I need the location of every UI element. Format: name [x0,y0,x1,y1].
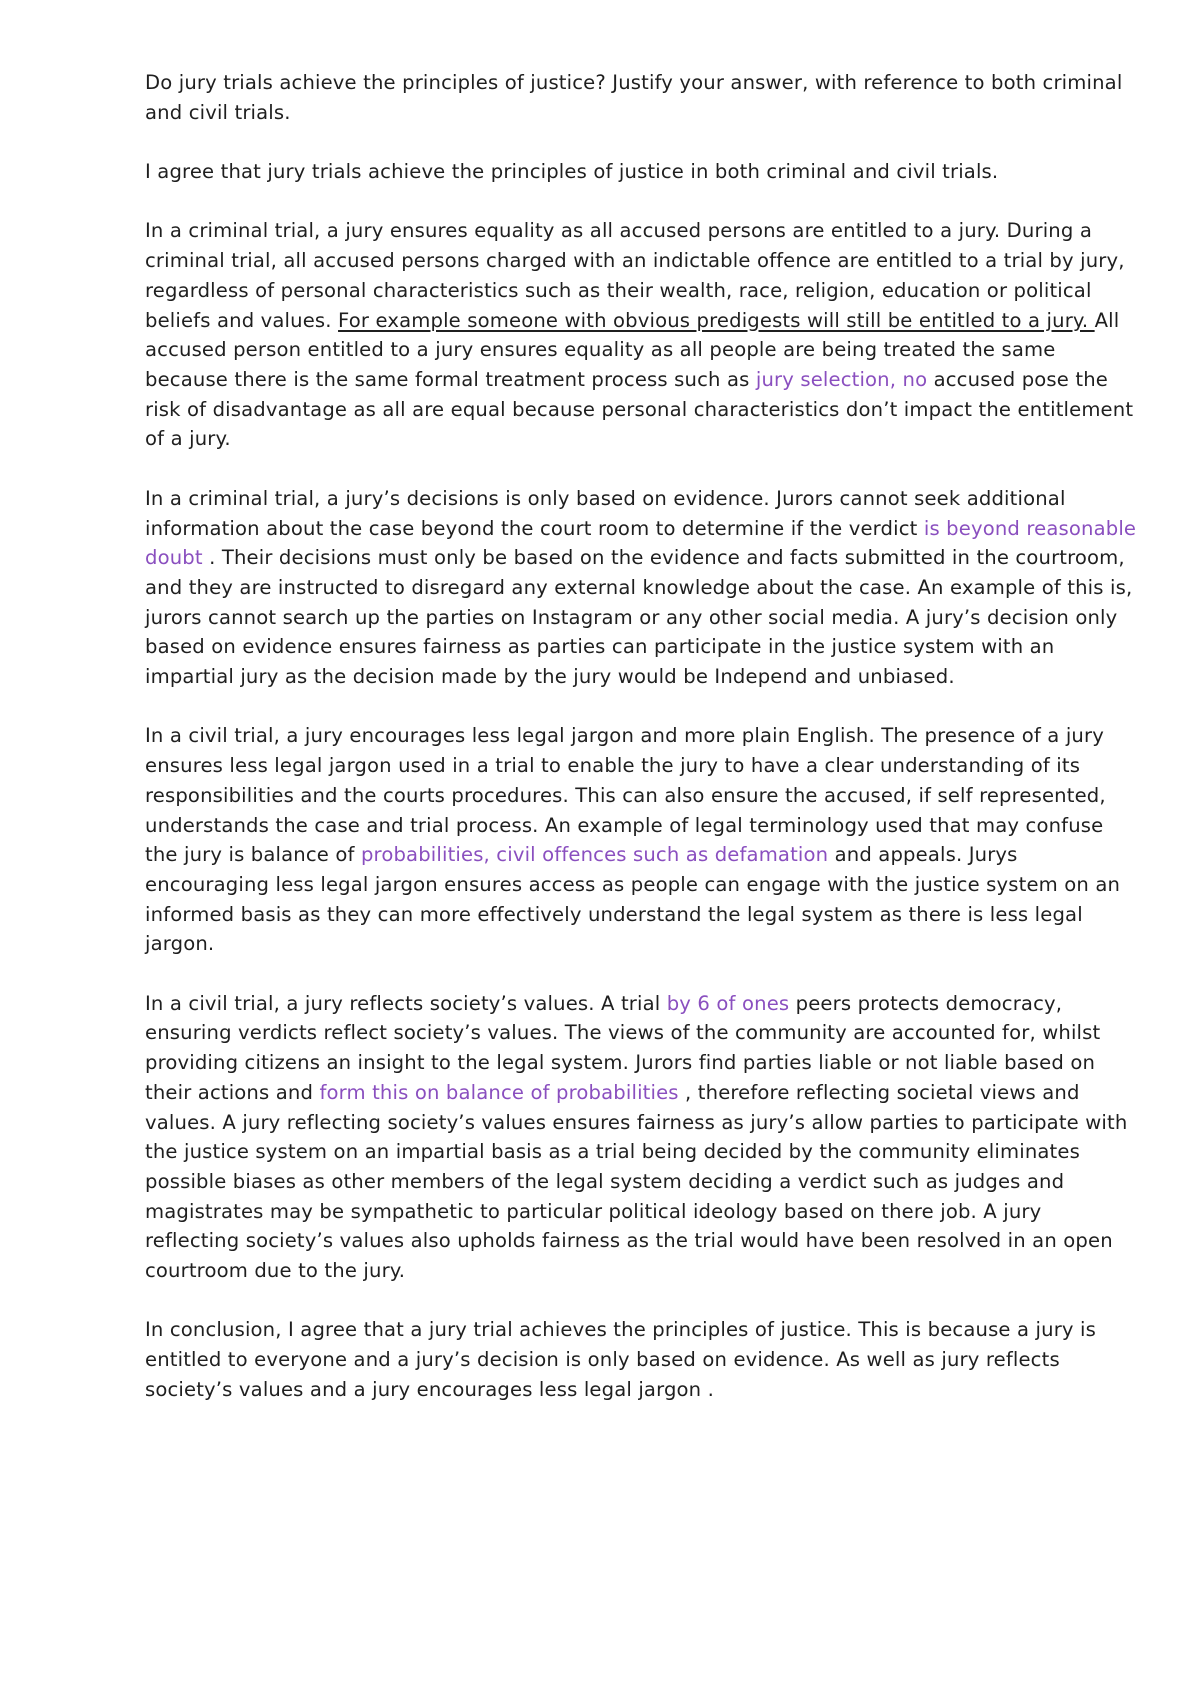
essay-paragraph [145,157,1140,187]
highlighted-text: jury selection, no [755,368,928,391]
text-run: In conclusion, I agree that a jury trial achieves the principles of justice. This is because a jury is entitled to everyone and a jury’s decision is only based on evidence. As well as jury reflects society’s values and a jury encourages less legal jargon . [145,1318,1096,1401]
text-run: I agree that jury trials achieve the principles of justice in both criminal and civil trials. [145,160,999,184]
text-run: peers protects democracy, ensuring verdicts reflect society’s values. The views of the community are accounted for, whilst providing citizens an insight to the legal system. Jurors find parties liable or not liable based on their actions and [145,991,1101,1104]
underlined-text: For example someone with obvious predigests will still be entitled to a jury. [338,308,1095,332]
essay-paragraph [145,1315,1140,1404]
text-run: accused pose the risk of disadvantage as all are equal because personal characteristics don’t impact the entitlement of a jury. [145,368,1134,451]
essay-paragraph [145,216,1140,454]
essay-paragraph [145,989,1140,1286]
highlighted-text: probabilities, civil offences such as defamation [360,843,829,867]
highlighted-text: is beyond reasonable doubt [145,516,1137,570]
text-run: , therefore reflecting societal views and values. A jury reflecting society’s values ensures fairness as jury’s allow parties to participate with the justice system on an impartial basis as a trial being decided by the community eliminates possible biases as other members of the legal system deciding a verdict such as judges and magistrates may be sympathetic to particular political ideology based on there job. A jury reflecting society’s values also upholds fairness as the trial would have been resolved in an open courtroom due to the jury. [145,1080,1128,1283]
text-run: In a civil trial, a jury reflects society’s values. A trial [145,991,667,1015]
text-run: and appeals. Jurys encouraging less legal jargon ensures access as people can engage with the justice system on an informed basis as they can more effectively understand the legal system as there is less legal jargon. [145,843,1121,956]
essay-paragraph [145,721,1140,959]
essay-paragraph [145,484,1140,692]
text-run: In a criminal trial, a jury’s decisions is only based on evidence. Jurors cannot seek additional information about the case beyond the court room to determine if the verdict [145,486,1066,540]
text-run: In a criminal trial, a jury ensures equality as all accused persons are entitled to a jury. During a criminal trial, all accused persons charged with an indictable offence are entitled to a trial by jury, regardless of personal characteristics such as their wealth, race, religion, education or political beliefs and values. [145,219,1125,332]
text-run: . Their decisions must only be based on the evidence and facts submitted in the courtroom, and they are instructed to disregard any external knowledge about the case. An example of this is, jurors cannot search up the parties on Instagram or any other social media. A jury’s decision only based on evidence ensures fairness as parties can participate in the justice system with an impartial jury as the decision made by the jury would be Independ and unbiased. [145,546,1133,689]
highlighted-text: by 6 of ones [666,991,790,1015]
essay-body [145,68,1140,1405]
essay-question [145,68,1140,127]
text-run: In a civil trial, a jury encourages less legal jargon and more plain English. The presence of a jury ensures less legal jargon used in a trial to enable the jury to have a clear understanding of its responsibilities and the courts procedures. This can also ensure the accused, if self represented, understands the case and trial process. An example of legal terminology used that may confuse the jury is balance of [145,724,1106,867]
highlighted-text: form this on balance of probabilities [319,1080,686,1104]
text-run: All accused person entitled to a jury ensures equality as all people are being treated the same because there is the same formal treatment process such as [145,308,1120,391]
text-run: Do jury trials achieve the principles of justice? Justify your answer, with reference to both criminal and civil trials. [145,71,1123,124]
